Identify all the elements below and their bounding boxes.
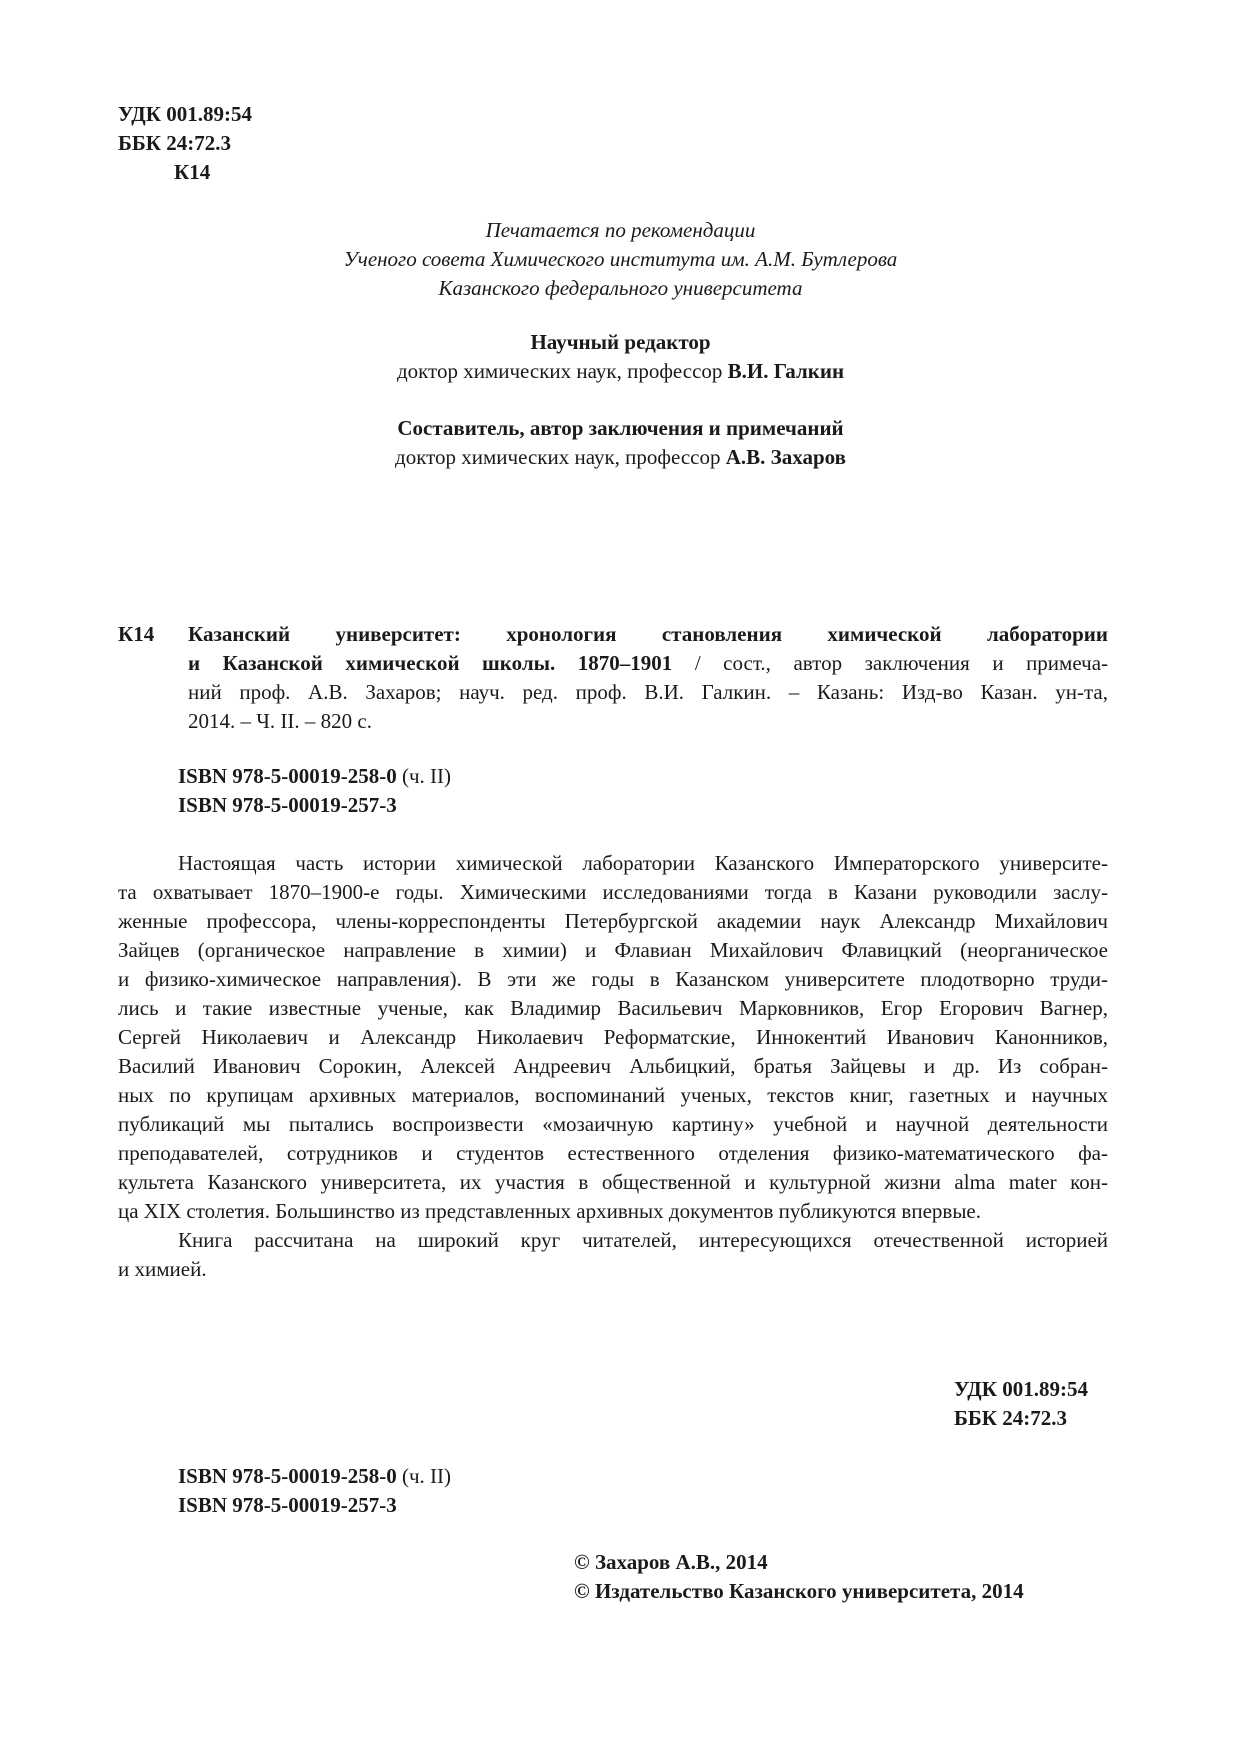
udk-code: УДК 001.89:54 <box>118 102 252 126</box>
isbn-part-note-bottom: (ч. II) <box>396 1464 452 1488</box>
isbn-part-line-bottom <box>178 1462 451 1491</box>
annotation-line: культета Казанского университета, их участия в общественной и культурной жизни alma mater кон- <box>118 1170 1108 1194</box>
annotation-line: и физико-химическое направления). В эти же годы в Казанском университете плодотворно труди- <box>118 967 1108 991</box>
catalog-entry <box>188 620 1108 736</box>
bbk-code: ББК 24:72.3 <box>118 131 231 155</box>
catalog-line-3: ний проф. А.В. Захаров; науч. ред. проф. В.И. Галкин. – Казань: Изд-во Казан. ун-та, <box>188 680 1108 704</box>
isbn-set-bottom: ISBN 978-5-00019-257-3 <box>178 1493 397 1517</box>
scientific-editor-heading: Научный редактор <box>530 330 711 354</box>
isbn-part-note: (ч. II) <box>396 764 452 788</box>
bbk-code-bottom: ББК 24:72.3 <box>954 1406 1067 1430</box>
annotation-line: Книга рассчитана на широкий круг читателей, интересующихся отечественной историей <box>178 1228 1108 1252</box>
scientific-editor-name: В.И. Галкин <box>727 359 845 383</box>
copyright-author: © Захаров А.В., 2014 <box>574 1550 768 1574</box>
catalog-code: К14 <box>118 622 155 646</box>
annotation-line: и химией. <box>118 1257 207 1281</box>
isbn-set: ISBN 978-5-00019-257-3 <box>178 793 397 817</box>
annotation-line: Настоящая часть истории химической лаборатории Казанского Императорского университе- <box>178 851 1108 875</box>
catalog-responsibility: / сост., автор заключения и примеча- <box>672 651 1109 675</box>
compiler-name: А.В. Захаров <box>725 445 846 469</box>
isbn-part: ISBN 978-5-00019-258-0 <box>178 764 397 788</box>
scientific-editor-credentials: доктор химических наук, профессор <box>396 359 723 383</box>
isbn-part-line <box>178 762 451 791</box>
annotation-line: Василий Иванович Сорокин, Алексей Андреевич Альбицкий, братья Зайцевы и др. Из собран- <box>118 1054 1108 1078</box>
annotation-line: ца XIX столетия. Большинство из представленных архивных документов публикуются впервые. <box>118 1199 981 1223</box>
recommendation-line-3: Казанского федерального университета <box>438 276 803 300</box>
catalog-title-line-2: и Казанской химической школы. 1870–1901 <box>188 651 673 675</box>
compiler-line <box>0 443 1241 472</box>
isbn-part-bottom: ISBN 978-5-00019-258-0 <box>178 1464 397 1488</box>
isbn-block-top <box>178 762 451 820</box>
publication-recommendation <box>0 216 1241 303</box>
annotation-line: ных по крупицам архивных материалов, воспоминаний ученых, текстов книг, газетных и научных <box>118 1083 1108 1107</box>
top-classification-codes <box>118 100 252 187</box>
scientific-editor-line <box>0 357 1241 386</box>
recommendation-line-1: Печатается по рекомендации <box>485 218 756 242</box>
catalog-line-4: 2014. – Ч. II. – 820 с. <box>188 709 372 733</box>
annotation-line: Зайцев (органическое направление в химии) и Флавиан Михайлович Флавицкий (неорганическое <box>118 938 1108 962</box>
annotation-line: Сергей Николаевич и Александр Николаевич Реформатские, Иннокентий Иванович Канонников, <box>118 1025 1108 1049</box>
isbn-block-bottom <box>178 1462 451 1520</box>
compiler-credentials: доктор химических наук, профессор <box>395 445 721 469</box>
bottom-classification-codes <box>954 1375 1088 1433</box>
annotation-line: та охватывает 1870–1900-е годы. Химическими исследованиями тогда в Казани руководили заслу- <box>118 880 1108 904</box>
recommendation-line-2: Ученого совета Химического института им. А.М. Бутлерова <box>343 247 898 271</box>
copyright-block <box>574 1548 1024 1606</box>
catalog-title-line-1: Казанский университет: хронология становления химической лаборатории <box>188 622 1108 646</box>
copyright-publisher: © Издательство Казанского университета, 2014 <box>574 1579 1024 1603</box>
udk-code-bottom: УДК 001.89:54 <box>954 1377 1088 1401</box>
annotation-line: лись и такие известные ученые, как Владимир Васильевич Марковников, Егор Егорович Вагнер, <box>118 996 1108 1020</box>
author-mark: К14 <box>174 160 211 184</box>
annotation-line: преподавателей, сотрудников и студентов естественного отделения физико-математического фа- <box>118 1141 1108 1165</box>
annotation-line: публикаций мы пытались воспроизвести «мозаичную картину» учебной и научной деятельности <box>118 1112 1108 1136</box>
compiler-block <box>0 414 1241 472</box>
compiler-heading: Составитель, автор заключения и примечаний <box>397 416 844 440</box>
catalog-line-2 <box>188 649 1108 678</box>
scientific-editor-block <box>0 328 1241 386</box>
annotation <box>118 849 1108 1284</box>
annotation-line: женные профессора, члены-корреспонденты Петербургской академии наук Александр Михайлович <box>118 909 1108 933</box>
